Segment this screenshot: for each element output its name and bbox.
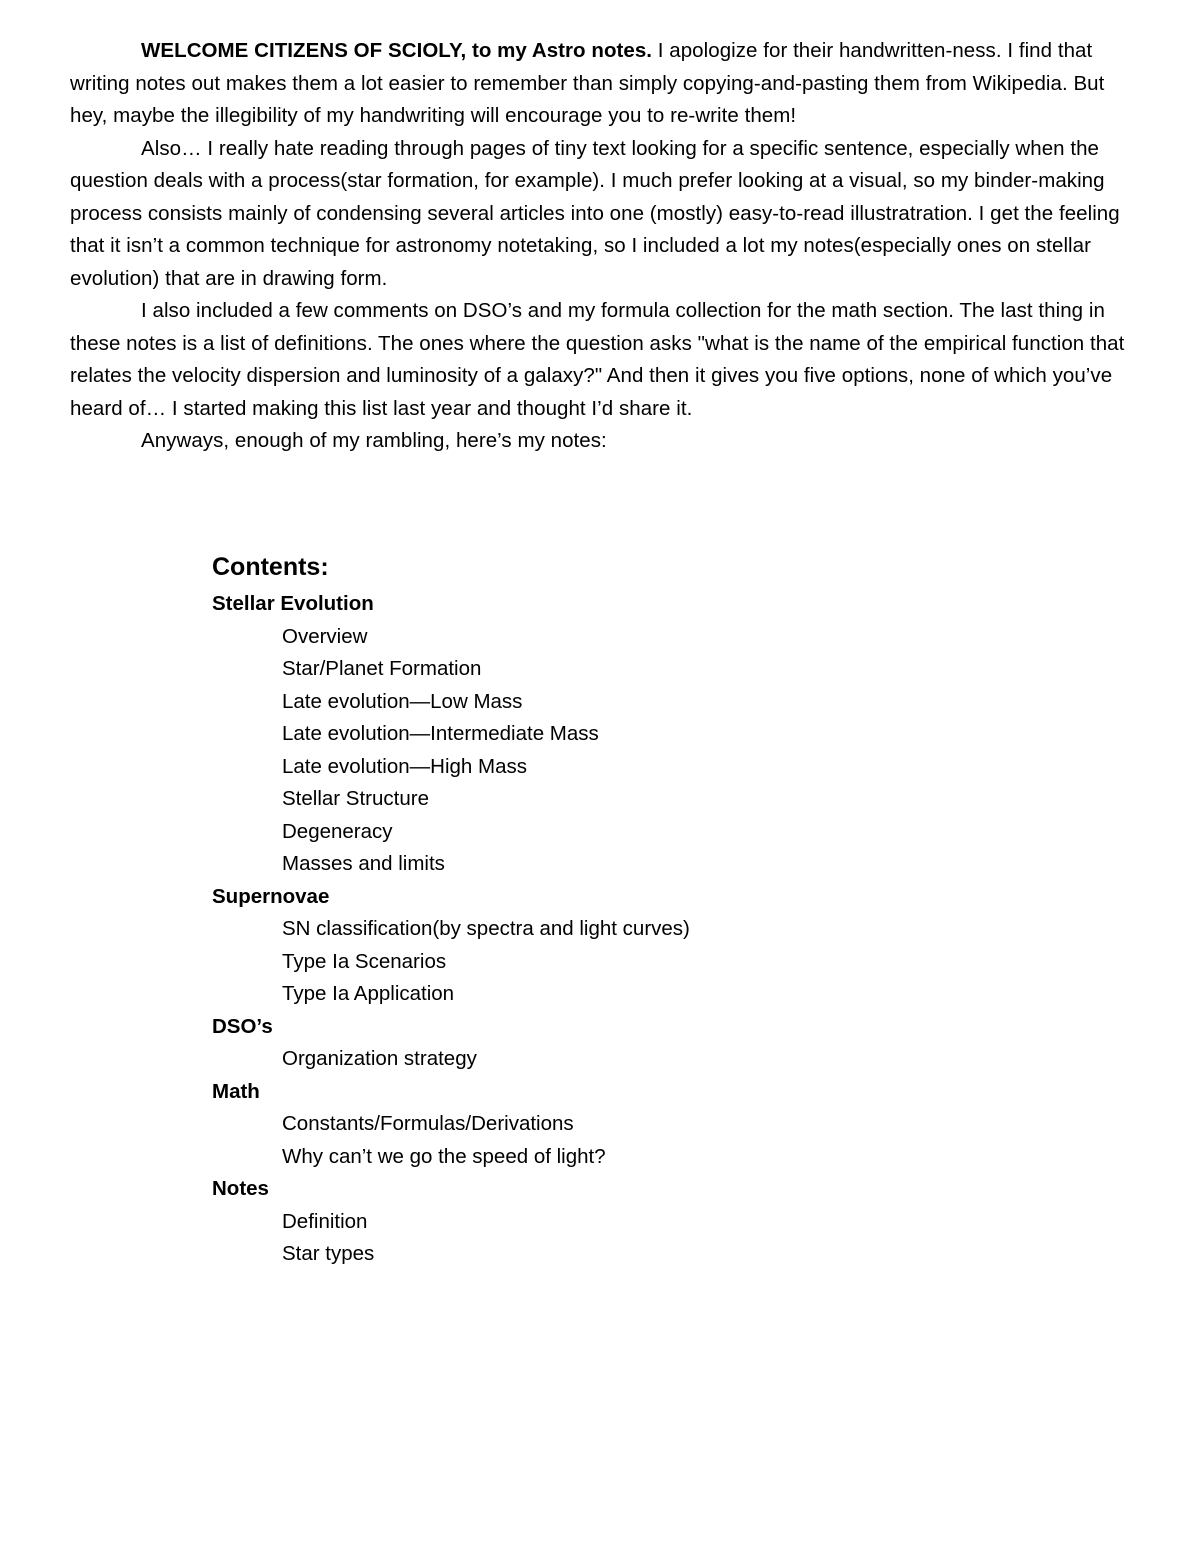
contents-item: Definition xyxy=(282,1209,368,1233)
contents-section-supernovae xyxy=(212,881,1012,1011)
contents-section-math xyxy=(212,1076,1012,1174)
intro-paragraph-4: Anyways, enough of my rambling, here’s my notes: xyxy=(141,429,607,452)
contents-item: Star/Planet Formation xyxy=(282,657,482,680)
contents-item: Organization strategy xyxy=(282,1047,477,1070)
intro-paragraph-1-text: I apologize for their handwritten-ness. I find that writing notes out makes them a lot easier to remember than simply copying-and-pasting them from Wikipedia. But hey, maybe the illegibility of my handwriting will encourage you to re-write them! xyxy=(70,39,1105,127)
contents-item: Late evolution—High Mass xyxy=(282,754,527,778)
contents-item: Overview xyxy=(282,624,368,648)
intro-paragraph-2: Also… I really hate reading through pages of tiny text looking for a specific sentence, especially when the question deals with a process(star formation, for example). I much prefer looking at a visual, so my binder-making process consists mainly of condensing several articles into one (mostly) easy-to-read illustratration. I get the feeling that it isn’t a common technique for astronomy notetaking, so I included a lot my notes(especially ones on stellar evolution) that are in drawing form. xyxy=(70,136,1120,290)
intro-paragraph-3: I also included a few comments on DSO’s and my formula collection for the math section. The last thing in these notes is a list of definitions. The ones where the question asks "what is the name of the empirical function that relates the velocity dispersion and luminosity of a galaxy?" And then it gives you five options, none of which you’ve heard of… I started making this list last year and thought I’d share it. xyxy=(70,299,1125,420)
contents-item: Type Ia Scenarios xyxy=(282,949,447,973)
contents-section-notes xyxy=(212,1173,1012,1271)
contents-item: Masses and limits xyxy=(282,852,445,875)
contents-item: Stellar Structure xyxy=(282,787,429,810)
section-item-list xyxy=(212,1108,1012,1173)
section-heading: Stellar Evolution xyxy=(212,592,374,615)
contents-section-stellar-evolution xyxy=(212,588,1012,881)
intro-paragraph-1 xyxy=(70,35,1140,133)
section-item-list xyxy=(212,1043,1012,1076)
document-page xyxy=(70,35,1140,458)
contents-item: Type Ia Application xyxy=(282,982,455,1005)
contents-item: Late evolution—Intermediate Mass xyxy=(282,722,599,745)
table-of-contents xyxy=(212,548,1012,1271)
contents-item: Degeneracy xyxy=(282,819,393,843)
section-heading: DSO’s xyxy=(212,1014,273,1038)
section-item-list xyxy=(212,1206,1012,1271)
contents-item: Star types xyxy=(282,1242,375,1265)
contents-item: Late evolution—Low Mass xyxy=(282,689,523,713)
contents-item: Constants/Formulas/Derivations xyxy=(282,1112,574,1135)
section-item-list xyxy=(212,913,1012,1011)
section-heading: Supernovae xyxy=(212,884,330,908)
section-heading: Math xyxy=(212,1079,260,1103)
contents-item: SN classification(by spectra and light curves) xyxy=(282,917,690,940)
contents-item: Why can’t we go the speed of light? xyxy=(282,1144,606,1168)
section-heading: Notes xyxy=(212,1177,269,1200)
contents-section-dsos xyxy=(212,1011,1012,1076)
contents-title: Contents: xyxy=(212,553,329,581)
section-item-list xyxy=(212,621,1012,881)
intro-lead-bold: WELCOME CITIZENS OF SCIOLY, to my Astro notes. xyxy=(141,39,653,62)
